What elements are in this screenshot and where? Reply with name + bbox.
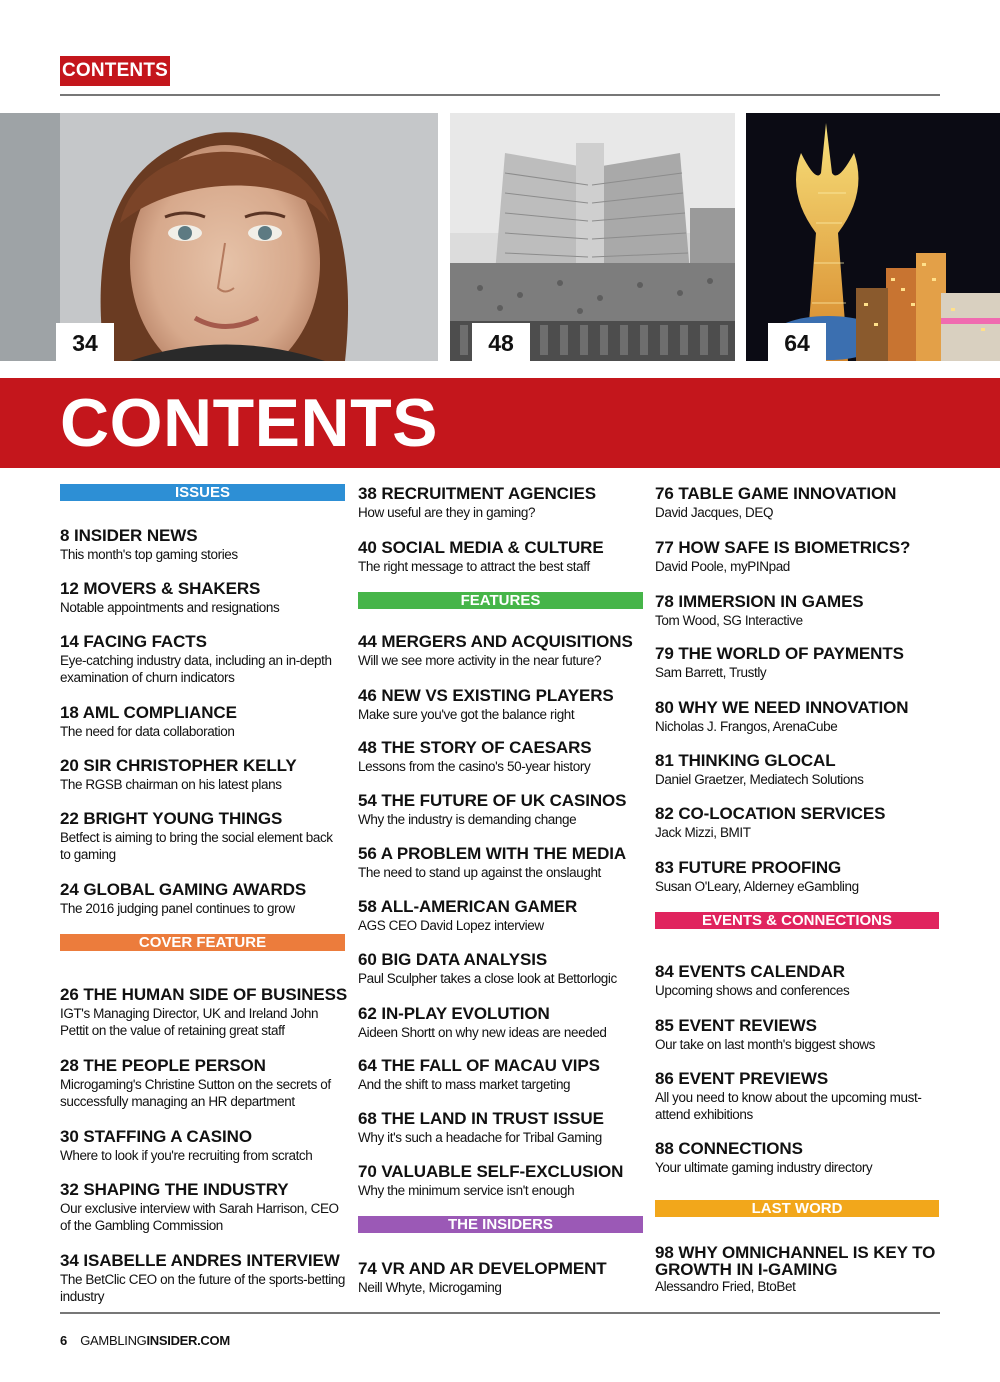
section-header: COVER FEATURE [60, 934, 345, 951]
entry-title: 68 THE LAND IN TRUST ISSUE [358, 1109, 604, 1128]
entry-title: 78 IMMERSION IN GAMES [655, 592, 864, 611]
entry-description: The need to stand up against the onslaught [358, 865, 601, 880]
entry-description: Microgaming's Christine Sutton on the secrets of successfully managing an HR department [60, 1077, 331, 1109]
entry-description: Eye-catching industry data, including an in-depth examination of churn indicators [60, 653, 332, 685]
toc-entry[interactable] [655, 858, 939, 895]
page-title: CONTENTS [60, 385, 438, 461]
entry-title: 82 CO-LOCATION SERVICES [655, 804, 886, 823]
entry-description: Will we see more activity in the near future? [358, 653, 602, 668]
entry-description: The BetClic CEO on the future of the sports-betting industry [60, 1272, 346, 1304]
toc-entry[interactable] [358, 738, 643, 775]
entry-title: 24 GLOBAL GAMING AWARDS [60, 880, 307, 899]
entry-title: 22 BRIGHT YOUNG THINGS [60, 809, 283, 828]
entry-title: 14 FACING FACTS [60, 632, 207, 651]
section-header: ISSUES [60, 484, 345, 501]
page-number: 6 [60, 1333, 67, 1348]
section-header: FEATURES [358, 592, 643, 609]
entry-title: 74 VR AND AR DEVELOPMENT [358, 1259, 607, 1278]
entry-description: The RGSB chairman on his latest plans [60, 777, 282, 792]
toc-entry[interactable] [60, 809, 345, 863]
entry-title: 20 SIR CHRISTOPHER KELLY [60, 756, 297, 775]
entry-title: 54 THE FUTURE OF UK CASINOS [358, 791, 627, 810]
entry-title: 18 AML COMPLIANCE [60, 703, 237, 722]
entry-description: All you need to know about the upcoming must-attend exhibitions [655, 1090, 922, 1122]
entry-title: 26 THE HUMAN SIDE OF BUSINESS [60, 985, 348, 1004]
entry-description: This month's top gaming stories [60, 547, 238, 562]
entry-title: 34 ISABELLE ANDRES INTERVIEW [60, 1251, 340, 1270]
toc-entry[interactable] [358, 1109, 643, 1146]
toc-entry[interactable] [60, 632, 345, 686]
entry-description: Why it's such a headache for Tribal Gaming [358, 1130, 602, 1145]
entry-description: Make sure you've got the balance right [358, 707, 575, 722]
section-header: EVENTS & CONNECTIONS [655, 912, 939, 929]
entry-title: 60 BIG DATA ANALYSIS [358, 950, 548, 969]
toc-entry[interactable] [358, 1056, 643, 1093]
toc-entry[interactable] [60, 526, 345, 563]
entry-title: 46 NEW VS EXISTING PLAYERS [358, 686, 614, 705]
toc-entry[interactable] [655, 592, 939, 629]
photo-portrait [0, 113, 438, 361]
entry-description: The need for data collaboration [60, 724, 235, 739]
toc-entry[interactable] [60, 985, 348, 1039]
entry-description: The 2016 judging panel continues to grow [60, 901, 295, 916]
entry-description: Our exclusive interview with Sarah Harrison, CEO of the Gambling Commission [60, 1201, 339, 1233]
entry-title: 38 RECRUITMENT AGENCIES [358, 484, 596, 503]
toc-entry[interactable] [655, 484, 939, 521]
entry-title: 98 WHY OMNICHANNEL IS KEY TO GROWTH IN I-GAMING [655, 1243, 936, 1279]
toc-entry[interactable] [358, 897, 643, 934]
entry-title: 64 THE FALL OF MACAU VIPS [358, 1056, 600, 1075]
entry-description: The right message to attract the best staff [358, 559, 590, 574]
contents-banner [0, 378, 1000, 468]
section-header: THE INSIDERS [358, 1216, 643, 1233]
entry-title: 30 STAFFING A CASINO [60, 1127, 252, 1146]
toc-entry[interactable] [655, 698, 939, 735]
header-tag: CONTENTS [60, 56, 170, 86]
site-name-part-b: INSIDER.COM [146, 1333, 230, 1348]
toc-entry[interactable] [358, 538, 643, 575]
entry-description: And the shift to mass market targeting [358, 1077, 571, 1092]
toc-entry[interactable] [60, 703, 345, 740]
site-name-part-a: GAMBLING [80, 1333, 147, 1348]
entry-title: 85 EVENT REVIEWS [655, 1016, 817, 1035]
entry-description: Alessandro Fried, BtoBet [655, 1279, 796, 1294]
toc-entry[interactable] [358, 1162, 643, 1199]
photo-hotel [450, 113, 735, 361]
entry-title: 81 THINKING GLOCAL [655, 751, 836, 770]
entry-title: 76 TABLE GAME INNOVATION [655, 484, 897, 503]
entry-title: 32 SHAPING THE INDUSTRY [60, 1180, 289, 1199]
toc-entry[interactable] [60, 579, 345, 616]
entry-description: Paul Sculpher takes a close look at Bettorlogic [358, 971, 617, 986]
toc-entry[interactable] [358, 632, 643, 669]
entry-description: How useful are they in gaming? [358, 505, 536, 520]
entry-title: 44 MERGERS AND ACQUISITIONS [358, 632, 633, 651]
entry-title: 84 EVENTS CALENDAR [655, 962, 845, 981]
entry-title: 8 INSIDER NEWS [60, 526, 198, 545]
entry-description: Daniel Graetzer, Mediatech Solutions [655, 772, 864, 787]
toc-entry[interactable] [358, 791, 643, 828]
entry-description: Why the minimum service isn't enough [358, 1183, 575, 1198]
entry-description: Betfect is aiming to bring the social element back to gaming [60, 830, 333, 862]
photo-page-number: 34 [56, 323, 114, 361]
toc-entry[interactable] [655, 1069, 939, 1123]
top-divider [60, 94, 940, 96]
toc-entry[interactable] [358, 1004, 643, 1041]
entry-title: 86 EVENT PREVIEWS [655, 1069, 829, 1088]
toc-entry[interactable] [655, 1244, 939, 1295]
entry-title: 62 IN-PLAY EVOLUTION [358, 1004, 550, 1023]
entry-title: 77 HOW SAFE IS BIOMETRICS? [655, 538, 911, 557]
toc-entry[interactable] [60, 880, 345, 917]
entry-description: Jack Mizzi, BMIT [655, 825, 751, 840]
entry-description: AGS CEO David Lopez interview [358, 918, 544, 933]
entry-title: 48 THE STORY OF CAESARS [358, 738, 592, 757]
entry-description: Neill Whyte, Microgaming [358, 1280, 502, 1295]
entry-title: 58 ALL-AMERICAN GAMER [358, 897, 578, 916]
toc-entry[interactable] [655, 644, 939, 681]
entry-description: Your ultimate gaming industry directory [655, 1160, 873, 1175]
toc-entry[interactable] [358, 686, 643, 723]
toc-entry[interactable] [60, 1251, 345, 1305]
entry-title: 56 A PROBLEM WITH THE MEDIA [358, 844, 627, 863]
toc-entry[interactable] [655, 804, 939, 841]
entry-description: Aideen Shortt on why new ideas are needed [358, 1025, 607, 1040]
toc-entry[interactable] [655, 962, 939, 999]
toc-entry[interactable] [60, 1180, 345, 1234]
toc-entry[interactable] [655, 1016, 939, 1053]
toc-entry[interactable] [358, 1259, 643, 1296]
toc-entry[interactable] [358, 484, 643, 521]
section-header: LAST WORD [655, 1200, 939, 1217]
entry-title: 88 CONNECTIONS [655, 1139, 803, 1158]
toc-entry[interactable] [655, 538, 939, 575]
toc-entry[interactable] [655, 1139, 939, 1176]
entry-description: David Jacques, DEQ [655, 505, 774, 520]
entry-title: 28 THE PEOPLE PERSON [60, 1056, 266, 1075]
entry-description: Where to look if you're recruiting from scratch [60, 1148, 313, 1163]
entry-description: Sam Barrett, Trustly [655, 665, 767, 680]
entry-title: 12 MOVERS & SHAKERS [60, 579, 261, 598]
bottom-divider [60, 1312, 940, 1314]
toc-entry[interactable] [655, 751, 939, 788]
entry-description: IGT's Managing Director, UK and Ireland John Pettit on the value of retaining great staff [60, 1006, 319, 1038]
entry-description: Tom Wood, SG Interactive [655, 613, 803, 628]
entry-title: 40 SOCIAL MEDIA & CULTURE [358, 538, 604, 557]
entry-description: David Poole, myPINpad [655, 559, 790, 574]
entry-title: 80 WHY WE NEED INNOVATION [655, 698, 909, 717]
entry-description: Why the industry is demanding change [358, 812, 577, 827]
entry-description: Lessons from the casino's 50-year history [358, 759, 591, 774]
photo-page-number: 48 [472, 323, 530, 361]
entry-title: 79 THE WORLD OF PAYMENTS [655, 644, 904, 663]
toc-entry[interactable] [358, 844, 643, 881]
entry-description: Susan O'Leary, Alderney eGambling [655, 879, 859, 894]
photo-page-number: 64 [768, 323, 826, 361]
toc-entry[interactable] [60, 1127, 345, 1164]
footer [60, 1333, 230, 1348]
photo-macau [746, 113, 1000, 361]
entry-description: Upcoming shows and conferences [655, 983, 850, 998]
entry-description: Nicholas J. Frangos, ArenaCube [655, 719, 838, 734]
entry-description: Our take on last month's biggest shows [655, 1037, 875, 1052]
entry-title: 70 VALUABLE SELF-EXCLUSION [358, 1162, 624, 1181]
toc-entry[interactable] [358, 950, 643, 987]
site-name [80, 1333, 230, 1348]
toc-entry[interactable] [60, 1056, 345, 1110]
toc-entry[interactable] [60, 756, 345, 793]
entry-description: Notable appointments and resignations [60, 600, 280, 615]
entry-title: 83 FUTURE PROOFING [655, 858, 842, 877]
